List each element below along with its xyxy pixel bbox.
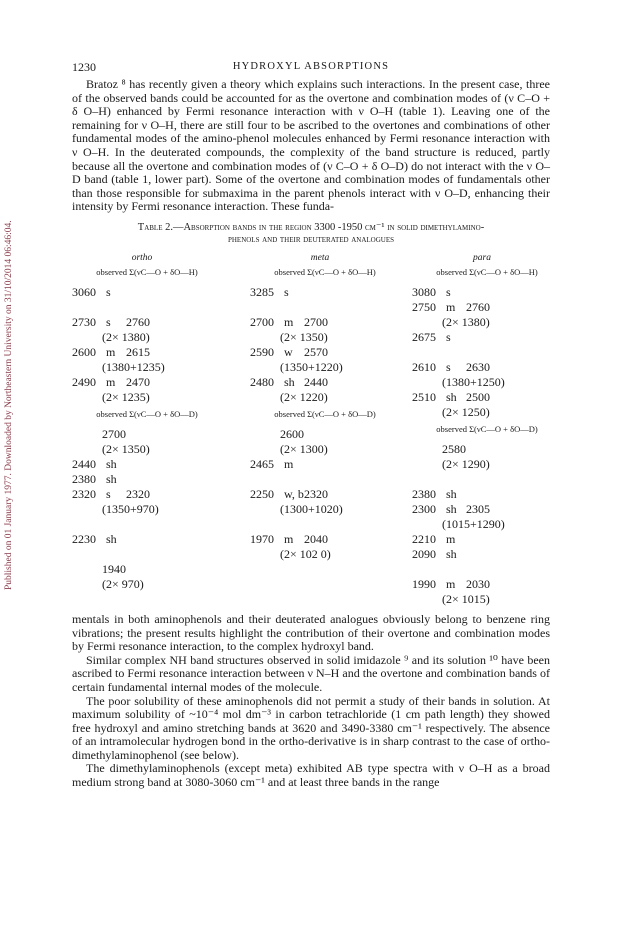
table-row xyxy=(412,592,562,607)
table-row xyxy=(250,487,400,502)
intensity: sh xyxy=(284,374,295,389)
intensity: m xyxy=(284,531,294,546)
intensity: m xyxy=(284,314,294,329)
table-row xyxy=(250,315,400,330)
table-row xyxy=(72,547,222,562)
table-row xyxy=(72,532,222,547)
table-row xyxy=(412,547,562,562)
observed-frequency: 2320 xyxy=(72,486,96,501)
table-row xyxy=(72,562,222,577)
assignment: 2760 xyxy=(126,314,150,329)
table-row xyxy=(412,390,562,405)
assignment: 2500 xyxy=(466,389,490,404)
table-row xyxy=(412,315,562,330)
assignment: (2× 1350) xyxy=(102,441,150,456)
intensity: m xyxy=(284,456,294,471)
assignment: 2305 xyxy=(466,501,490,516)
observed-frequency: 2590 xyxy=(250,344,274,359)
table-row xyxy=(72,300,222,315)
table-caption-line1: Table 2.—Absorption bands in the region 3300 -1950 cm⁻¹ in solid dimethylamino- xyxy=(137,221,485,233)
table-row xyxy=(72,360,222,375)
paragraph-bottom-4: The dimethylaminophenols (except meta) exhibited AB type spectra with ν O–H as a broad medium strong band at 3080-3060 cm⁻¹ and at least three bands in the range xyxy=(72,761,550,790)
download-watermark xyxy=(4,150,20,590)
intensity: sh xyxy=(446,389,457,404)
observed-frequency: 1990 xyxy=(412,576,436,591)
table-row xyxy=(412,360,562,375)
table-row xyxy=(72,502,222,517)
paper-page xyxy=(72,60,550,790)
observed-frequency: 2490 xyxy=(72,374,96,389)
running-title: HYDROXYL ABSORPTIONS xyxy=(232,61,390,72)
assignment: 2570 xyxy=(304,344,328,359)
ortho-oh-rows xyxy=(72,285,222,405)
intensity: m xyxy=(446,531,456,546)
observed-frequency: 2440 xyxy=(72,456,96,471)
table-row xyxy=(72,427,222,442)
table-row xyxy=(412,472,562,487)
observed-frequency: 3080 xyxy=(412,284,436,299)
assignment: 2580 xyxy=(442,441,466,456)
assignment: 2600 xyxy=(280,426,304,441)
intensity: sh xyxy=(106,531,117,546)
assignment: (2× 1235) xyxy=(102,389,150,404)
table-row xyxy=(412,345,562,360)
observed-od-header: observed Σ(νC—O + δO—D) xyxy=(96,408,198,419)
table-row xyxy=(412,330,562,345)
table-row xyxy=(250,345,400,360)
observed-frequency: 2250 xyxy=(250,486,274,501)
observed-frequency: 2750 xyxy=(412,299,436,314)
assignment: 2615 xyxy=(126,344,150,359)
intensity: w, b xyxy=(284,486,304,501)
assignment: 2700 xyxy=(102,426,126,441)
observed-frequency: 2090 xyxy=(412,546,436,561)
assignment: 2320 xyxy=(126,486,150,501)
table-row xyxy=(412,457,562,472)
intensity: m xyxy=(106,374,116,389)
observed-frequency: 2210 xyxy=(412,531,436,546)
column-header-ortho: ortho xyxy=(131,252,153,263)
table-row xyxy=(72,487,222,502)
intensity: s xyxy=(106,284,111,299)
table-row xyxy=(412,405,562,420)
assignment: (2× 102 0) xyxy=(280,546,331,561)
table-row xyxy=(412,285,562,300)
table-row xyxy=(250,517,400,532)
assignment: 1940 xyxy=(102,561,126,576)
intensity: sh xyxy=(446,486,457,501)
assignment: (2× 1250) xyxy=(442,404,490,419)
intensity: sh xyxy=(106,471,117,486)
assignment: (2× 970) xyxy=(102,576,144,591)
table-row xyxy=(412,517,562,532)
para-oh-rows xyxy=(412,285,562,420)
observed-frequency: 2700 xyxy=(250,314,274,329)
meta-oh-rows xyxy=(250,285,400,405)
assignment: 2760 xyxy=(466,299,490,314)
table-row xyxy=(250,472,400,487)
intensity: s xyxy=(446,329,451,344)
download-watermark-text: Published on 01 January 1977. Downloaded by Northeastern University on 31/10/2014 06:46:04. xyxy=(4,220,14,590)
paragraph-bottom-3: The poor solubility of these aminophenols did not permit a study of their bands in solution. At maximum solubility of ~10⁻⁴ mol dm⁻³ in carbon tetrachloride (1 cm path length) they showed free hydroxyl and amino stretching bands at 3620 and 3490-3380 cm⁻¹ respectively. The absence of an intramolecular hydrogen bond in the ortho-derivative is in sharp contrast to the case of ortho-dimethylaminophenol (see below). xyxy=(72,693,550,762)
intensity: w xyxy=(284,344,293,359)
assignment: 2470 xyxy=(126,374,150,389)
table-row xyxy=(250,330,400,345)
page-number: 1230 xyxy=(72,60,96,74)
table-row xyxy=(412,502,562,517)
table-row xyxy=(250,375,400,390)
para-od-rows xyxy=(412,442,562,607)
assignment: (2× 1290) xyxy=(442,456,490,471)
table-column-ortho xyxy=(72,253,222,592)
table-row xyxy=(72,375,222,390)
intensity: m xyxy=(446,299,456,314)
observed-od-header: observed Σ(νC—O + δO—D) xyxy=(274,408,376,419)
table-row xyxy=(250,360,400,375)
intensity: sh xyxy=(106,456,117,471)
assignment: (1350+970) xyxy=(102,501,159,516)
table-row xyxy=(250,442,400,457)
table-row xyxy=(250,547,400,562)
observed-frequency: 2610 xyxy=(412,359,436,374)
observed-frequency: 2380 xyxy=(412,486,436,501)
paragraph-bottom-1: mentals in both aminophenols and their deuterated analogues obviously belong to benzene ring vibrations; the present results highlight the contribution of their overtone and combination modes by Fermi resonance interaction, to the complex hydroxyl band. xyxy=(72,611,550,654)
table-row xyxy=(72,345,222,360)
table-row xyxy=(250,502,400,517)
table-row xyxy=(250,300,400,315)
column-header-para: para xyxy=(473,252,491,263)
intensity: s xyxy=(446,284,451,299)
observed-frequency: 2730 xyxy=(72,314,96,329)
assignment: (2× 1380) xyxy=(442,314,490,329)
table-row xyxy=(250,532,400,547)
band-table xyxy=(72,253,550,613)
observed-frequency: 2675 xyxy=(412,329,436,344)
table-row xyxy=(250,390,400,405)
assignment: (2× 1350) xyxy=(280,329,328,344)
observed-frequency: 2600 xyxy=(72,344,96,359)
assignment: 2030 xyxy=(466,576,490,591)
table-row xyxy=(412,532,562,547)
assignment: (1380+1250) xyxy=(442,374,505,389)
intensity: m xyxy=(106,344,116,359)
observed-oh-header: observed Σ(νC—O + δO—H) xyxy=(436,266,538,277)
table-row xyxy=(72,457,222,472)
assignment: (2× 1220) xyxy=(280,389,328,404)
intensity: s xyxy=(284,284,289,299)
paragraph-top-1: Bratoz ⁸ has recently given a theory which explains such interactions. In the present case, three of the observed bands could be accounted for as the overtone and combination modes of (ν C–O + δ O–H) enhanced by Fermi resonance interaction with ν O–H (table 1). Leaving one of the remaining for ν O–H, there are still four to be ascribed to the overtones and combinations of other fundamental modes of the amino-phenol molecules enhanced by Fermi resonance interaction with ν O–H. In the deuterated compounds, the complexity of the band structure is reduced, partly because all the overtone and combination modes of (ν C–O + δ O–D) do not interact with the ν O–D band (table 1, lower part). Some of the overtone and combination modes of fundamentals other than those responsible for submaxima in the parent phenols interact with ν O–D, enhancing their intensity by Fermi resonance interaction. These funda- xyxy=(72,77,550,214)
table-column-para xyxy=(412,253,562,607)
assignment: 2320 xyxy=(304,486,328,501)
table-row xyxy=(412,375,562,390)
table-row xyxy=(412,487,562,502)
table-row xyxy=(412,577,562,592)
assignment: (1380+1235) xyxy=(102,359,165,374)
table-row xyxy=(412,562,562,577)
assignment: (1300+1020) xyxy=(280,501,343,516)
observed-frequency: 1970 xyxy=(250,531,274,546)
running-head xyxy=(72,60,550,78)
table-row xyxy=(72,517,222,532)
table-row xyxy=(72,285,222,300)
table-caption-line2: phenols and their deuterated analogues xyxy=(227,234,395,246)
intensity: s xyxy=(106,314,111,329)
assignment: 2700 xyxy=(304,314,328,329)
paragraph-bottom-2: Similar complex NH band structures observed in solid imidazole ⁹ and its solution ¹⁰ have been ascribed to Fermi resonance interaction between ν N–H and the overtone and combination bands of certain fundamental internal modes of the molecule. xyxy=(72,652,550,694)
observed-frequency: 2230 xyxy=(72,531,96,546)
assignment: (1350+1220) xyxy=(280,359,343,374)
table-caption xyxy=(72,222,550,247)
column-header-meta: meta xyxy=(310,252,330,263)
table-row xyxy=(72,315,222,330)
observed-frequency: 3285 xyxy=(250,284,274,299)
table-row xyxy=(72,577,222,592)
table-row xyxy=(72,472,222,487)
table-row xyxy=(250,427,400,442)
observed-oh-header: observed Σ(νC—O + δO—H) xyxy=(274,266,376,277)
intensity: s xyxy=(106,486,111,501)
observed-frequency: 3060 xyxy=(72,284,96,299)
observed-oh-header: observed Σ(νC—O + δO—H) xyxy=(96,266,198,277)
assignment: (1015+1290) xyxy=(442,516,505,531)
assignment: (2× 1380) xyxy=(102,329,150,344)
meta-od-rows xyxy=(250,427,400,562)
assignment: (2× 1015) xyxy=(442,591,490,606)
intensity: sh xyxy=(446,501,457,516)
observed-frequency: 2465 xyxy=(250,456,274,471)
table-row xyxy=(72,330,222,345)
observed-frequency: 2510 xyxy=(412,389,436,404)
observed-frequency: 2300 xyxy=(412,501,436,516)
table-row xyxy=(250,457,400,472)
ortho-od-rows xyxy=(72,427,222,592)
assignment: (2× 1300) xyxy=(280,441,328,456)
intensity: sh xyxy=(446,546,457,561)
table-row xyxy=(250,285,400,300)
observed-frequency: 2380 xyxy=(72,471,96,486)
table-row xyxy=(412,442,562,457)
observed-od-header: observed Σ(νC—O + δO—D) xyxy=(436,423,538,434)
observed-frequency: 2480 xyxy=(250,374,274,389)
intensity: s xyxy=(446,359,451,374)
table-column-meta xyxy=(250,253,400,562)
table-row xyxy=(72,390,222,405)
assignment: 2440 xyxy=(304,374,328,389)
table-row xyxy=(412,300,562,315)
assignment: 2630 xyxy=(466,359,490,374)
assignment: 2040 xyxy=(304,531,328,546)
intensity: m xyxy=(446,576,456,591)
table-row xyxy=(72,442,222,457)
